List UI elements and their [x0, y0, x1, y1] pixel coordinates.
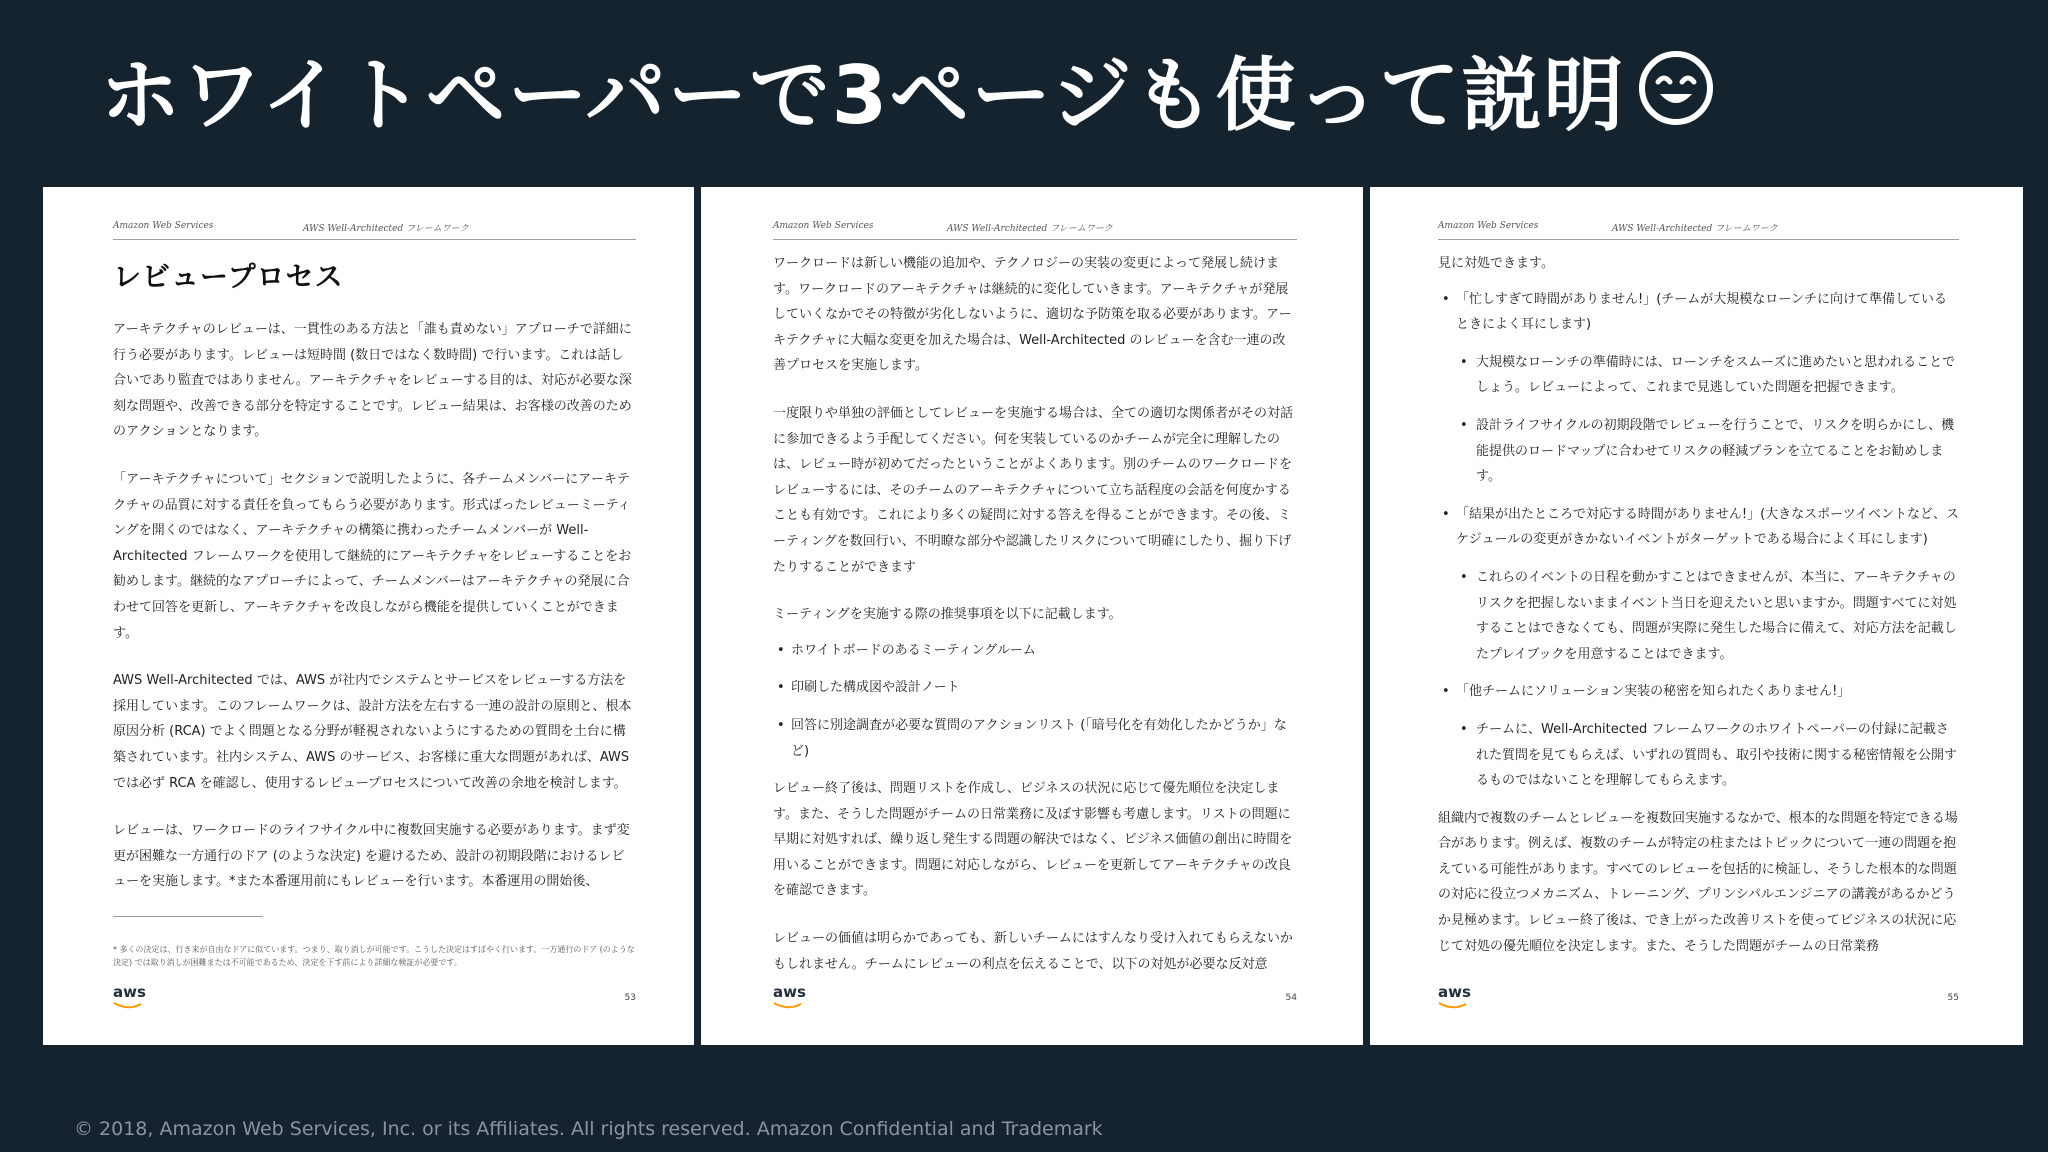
aws-logo: aws [773, 983, 806, 1001]
paragraph: 組織内で複数のチームとレビューを複数回実施するなかで、根本的な問題を特定できる場合があります。例えば、複数のチームが特定の柱またはトピックについて一連の問題を抱えている可能性があります。すべてのレビューを包括的に検証し、そうした根本的な問題の対応に役立つメカニズム、トレーニング、プリンシパルエンジニアの講義があるかどうか見極めます。レビュー終了後は、でき上がった改善リストを使ってビジネスの状況に応じて対処の優先順位を決定します。また、そうした問題がチームの日常業務 [1438, 810, 1958, 954]
page-header [1438, 217, 1959, 240]
page-footer [1438, 983, 1959, 1009]
paragraph: ワークロードは新しい機能の追加や、テクノロジーの実装の変更によって発展し続けます。ワークロードのアーキテクチャは継続的に変化していきます。アーキテクチャが発展していくなかでその特徴が劣化しないように、適切な予防策を取る必要があります。アーキテクチャに大幅な変更を加えた場合は、Well-Architected のレビューを含む一連の改善プロセスを実施します。 [773, 256, 1292, 374]
aws-logo: aws [1438, 983, 1471, 1001]
paragraph: 「アーキテクチャについて」セクションで説明したように、各チームメンバーにアーキテクチャの品質に対する責任を負ってもらう必要があります。形式ばったレビューミーティングを開くのではなく、アーキテクチャの構築に携わったチームメンバーが Well-Architected フレームワークを使用して継続的にアーキテクチャをレビューすることをお勧めします。継続的なアプローチによって、チームメンバーはアーキテクチャの発展に合わせて回答を更新し、アーキテクチャを改良しながら機能を提供していくことができます。 [113, 471, 632, 641]
page-footer [773, 983, 1297, 1009]
objection-item: • 「忙しすぎて時間がありません!」(チームが大規模なローンチに向けて準備しているときによく耳にします) [1438, 287, 1959, 338]
slide-title [100, 28, 1716, 148]
objection-item: • 「他チームにソリューション実装の秘密を知られたくありません!」 [1438, 679, 1959, 705]
paragraph: 一度限りや単独の評価としてレビューを実施する場合は、全ての適切な関係者がその対話に参加できるよう手配してください。何を実装しているのかチームが完全に理解したのは、レビュー時が初めてだったということがよくあります。別のチームのワークロードをレビューするには、そのチームのアーキテクチャについて立ち話程度の会話を何度かすることも有効です。これにより多くの疑問に対する答えを得ることができます。その後、ミーティングを数回行い、不明瞭な部分や認識したリスクについて明確にしたり、掘り下げたりすることができます [773, 405, 1294, 575]
paragraph: AWS Well-Architected では、AWS が社内でシステムとサービスをレビューする方法を採用しています。このフレームワークは、設計方法を左右する一連の設計の原則と、根本原因分析 (RCA) でよく問題となる分野が軽視されないようにするための質問を土台に構築されています。社内システム、AWS のサービス、お客様に重大な問題があれば、AWS では必ず RCA を確認し、使用するレビュープロセスについて改善の余地を検討します。 [113, 673, 632, 791]
whitepaper-page-53 [43, 187, 694, 1045]
footnote: * 多くの決定は、行き来が自由なドアに似ています。つまり、取り消しが可能です。こうした決定はすばやく行います。一方通行のドア (のような決定) では取り消しが困難または不可能であるため、決定を下す前により詳細な検証が必要です。 [113, 945, 635, 967]
aws-smile-icon [113, 1002, 143, 1010]
page-header [773, 217, 1297, 240]
section-heading: レビュープロセス [113, 260, 344, 293]
header-company: Amazon Web Services [773, 221, 874, 231]
paragraph: レビューの価値は明らかであっても、新しいチームにはすんなり受け入れてもらえないかもしれません。チームにレビューの利点を伝えることで、以下の対処が必要な反対意 [773, 931, 1293, 972]
slide-title-text: ホワイトペーパーで3ページも使って説明 [100, 48, 1626, 142]
header-framework: AWS Well-Architected フレームワーク [303, 224, 469, 234]
copyright-footer: © 2018, Amazon Web Services, Inc. or its Affiliates. All rights reserved. Amazon Confidential and Trademark [74, 1118, 1103, 1140]
whitepaper-page-54 [701, 187, 1363, 1045]
page-number: 54 [1285, 993, 1297, 1003]
page-body [113, 251, 636, 895]
page-body [1438, 251, 1959, 954]
paragraph: アーキテクチャのレビューは、一貫性のある方法と「誰も責めない」アプローチで詳細に行う必要があります。レビューは短時間 (数日ではなく数時間) で行います。これは話し合いであり監査ではありません。アーキテクチャをレビューする目的は、対応が必要な深刻な問題や、改善できる部分を特定することです。レビュー結果は、お客様の改善のためのアクションとなります。 [113, 322, 632, 440]
header-framework: AWS Well-Architected フレームワーク [947, 224, 1113, 234]
response-item: • チームに、Well-Architected フレームワークのホワイトペーパーの付録に記載された質問を見てもらえば、いずれの質問も、取引や技術に関する秘密情報を公開するものではないことを理解してもらえます。 [1438, 717, 1959, 794]
response-item: • 設計ライフサイクルの初期段階でレビューを行うことで、リスクを明らかにし、機能提供のロードマップに合わせてリスクの軽減プランを立てることをお勧めします。 [1438, 413, 1959, 490]
page-header [113, 217, 636, 240]
paragraph: レビューは、ワークロードのライフサイクル中に複数回実施する必要があります。まず変更が困難な一方通行のドア (のような決定) を避けるため、設計の初期段階におけるレビューを実施します。*また本番運用前にもレビューを行います。本番運用の開始後、 [113, 823, 630, 890]
aws-smile-icon [1438, 1002, 1468, 1010]
response-item: • これらのイベントの日程を動かすことはできませんが、本当に、アーキテクチャのリスクを把握しないままイベント当日を迎えたいと思いますか。問題すべてに対処することはできなくても、問題が実際に発生した場合に備えて、対応方法を記載したプレイブックを用意することはできます。 [1438, 565, 1959, 667]
paragraph: ミーティングを実施する際の推奨事項を以下に記載します。 [773, 607, 1122, 623]
header-framework: AWS Well-Architected フレームワーク [1612, 224, 1778, 234]
list-item: • 回答に別途調査が必要な質問のアクションリスト (「暗号化を有効化したかどうか」など) [773, 713, 1297, 764]
footnote-divider [113, 916, 263, 917]
paragraph: レビュー終了後は、問題リストを作成し、ビジネスの状況に応じて優先順位を決定します。また、そうした問題がチームの日常業務に及ぼす影響も考慮します。リストの問題に早期に対処すれば、繰り返し発生する問題の解決ではなく、ビジネス価値の創出に時間を用いることができます。問題に対応しながら、レビューを更新してアーキテクチャの改良を確認できます。 [773, 781, 1293, 899]
list-item: • 印刷した構成図や設計ノート [773, 675, 1297, 701]
whitepaper-page-55 [1370, 187, 2023, 1045]
page-footer [113, 983, 636, 1009]
page-number: 55 [1947, 993, 1959, 1003]
list-item: • ホワイトボードのあるミーティングルーム [773, 638, 1297, 664]
page-body [773, 251, 1297, 972]
aws-smile-icon [773, 1002, 803, 1010]
aws-logo: aws [113, 983, 146, 1001]
header-company: Amazon Web Services [113, 221, 214, 231]
page-number: 53 [624, 993, 636, 1003]
header-company: Amazon Web Services [1438, 221, 1539, 231]
smiling-face-icon [1636, 48, 1716, 128]
objection-item: • 「結果が出たところで対応する時間がありません!」(大きなスポーツイベントなど、スケジュールの変更がきかないイベントがターゲットである場合によく耳にします) [1438, 502, 1959, 553]
response-item: • 大規模なローンチの準備時には、ローンチをスムーズに進めたいと思われることでしょう。レビューによって、これまで見逃していた問題を把握できます。 [1438, 350, 1959, 401]
paragraph: 見に対処できます。 [1438, 256, 1554, 271]
